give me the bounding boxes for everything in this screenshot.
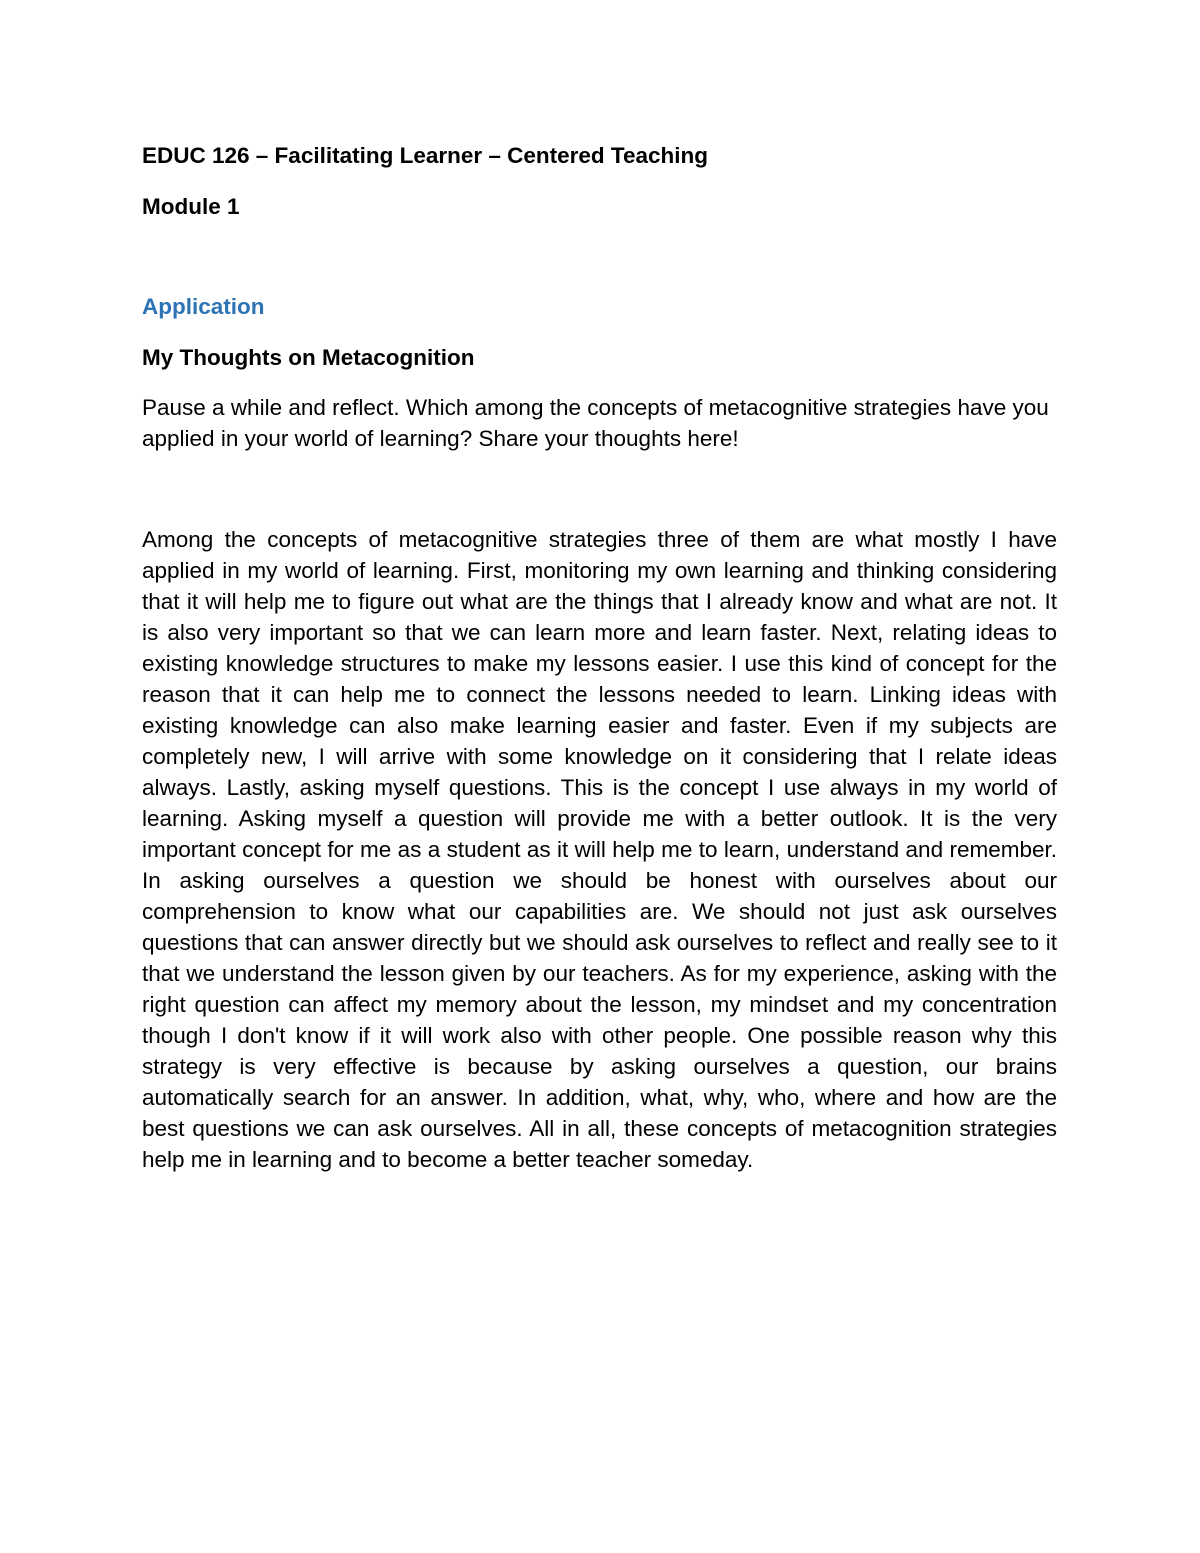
reflection-prompt: Pause a while and reflect. Which among the concepts of metacognitive strategies have you applied in your world of learning? Share your thoughts here!	[142, 395, 1049, 451]
reflection-answer: Among the concepts of metacognitive strategies three of them are what mostly I have applied in my world of learning. First, monitoring my own learning and thinking considering that it will help me to figure out what are the things that I already know and what are not. It is also very important so that we can learn more and learn faster. Next, relating ideas to existing knowledge structures to make my lessons easier. I use this kind of concept for the reason that it can help me to connect the lessons needed to learn. Linking ideas with existing knowledge can also make learning easier and faster. Even if my subjects are completely new, I will arrive with some knowledge on it considering that I relate ideas always. Lastly, asking myself questions. This is the concept I use always in my world of learning. Asking myself a question will provide me with a better outlook. It is the very important concept for me as a student as it will help me to learn, understand and remember. In asking ourselves a question we should be honest with ourselves about our comprehension to know what our capabilities are. We should not just ask ourselves questions that can answer directly but we should ask ourselves to reflect and really see to it that we understand the lesson given by our teachers. As for my experience, asking with the right question can affect my memory about the lesson, my mindset and my concentration though I don't know if it will work also with other people. One possible reason why this strategy is very effective is because by asking ourselves a question, our brains automatically search for an answer. In addition, what, why, who, where and how are the best questions we can ask ourselves. All in all, these concepts of metacognition strategies help me in learning and to become a better teacher someday.	[142, 527, 1057, 1172]
module-label: Module 1	[142, 194, 240, 219]
course-title: EDUC 126 – Facilitating Learner – Centered Teaching	[142, 143, 709, 168]
section-heading: Application	[142, 294, 265, 319]
topic-title: My Thoughts on Metacognition	[142, 345, 475, 370]
document-body	[142, 137, 1057, 1175]
